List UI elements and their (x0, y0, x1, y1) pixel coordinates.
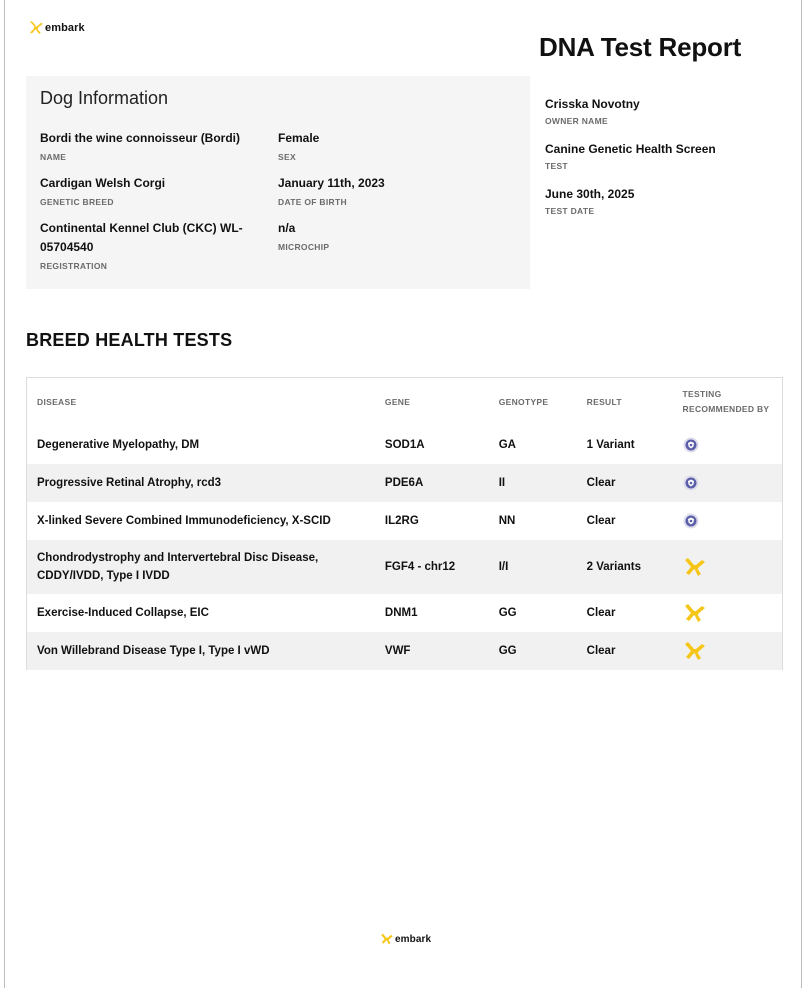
recommended-by-cell (673, 540, 783, 594)
genotype-cell: I/I (498, 561, 509, 573)
gene-cell: VWF (384, 645, 411, 657)
embark-footer-logo (380, 932, 431, 946)
shield-icon (683, 475, 699, 491)
result-cell: Clear (586, 477, 616, 489)
report-page (4, 0, 802, 988)
genotype-cell: II (498, 477, 506, 489)
health-tests-table (26, 377, 783, 670)
test-label: TEST (545, 161, 568, 171)
test-field (545, 141, 785, 186)
owner-information (545, 96, 785, 231)
embark-star-icon (380, 932, 394, 946)
table-row (27, 426, 783, 464)
dog-sex-label: SEX (278, 152, 296, 162)
disease-name: X-linked Severe Combined Immunodeficiency, X-SCID (37, 515, 331, 527)
dog-name-label: NAME (40, 152, 67, 162)
genotype-cell: GA (498, 439, 516, 451)
embark-star-icon (683, 640, 707, 662)
brand-name: embark (45, 22, 85, 34)
breed-health-tests-title: BREED HEALTH TESTS (26, 330, 233, 350)
genotype-cell: GG (498, 645, 517, 657)
gene-cell: SOD1A (384, 439, 425, 451)
recommended-by-cell (673, 426, 783, 464)
dog-breed-field (40, 174, 265, 207)
dog-microchip-field (278, 219, 518, 252)
embark-logo (28, 20, 85, 36)
table-row (27, 632, 783, 670)
dog-microchip-label: MICROCHIP (278, 242, 330, 252)
recommended-by-cell (673, 594, 783, 632)
dog-sex-field (278, 129, 518, 162)
recommended-by-cell (673, 502, 783, 540)
table-row (27, 540, 783, 594)
owner-name-value: Crisska Novotny (545, 97, 640, 111)
genotype-cell: GG (498, 607, 517, 619)
test-date-field (545, 186, 785, 231)
owner-name-field (545, 96, 785, 141)
dog-information-title: Dog Information (40, 88, 169, 108)
disease-name: Progressive Retinal Atrophy, rcd3 (37, 477, 222, 489)
table-row (27, 594, 783, 632)
gene-cell: IL2RG (384, 515, 419, 527)
dog-microchip-value: n/a (278, 221, 296, 235)
footer-brand-name: embark (395, 933, 432, 945)
shield-icon (683, 513, 699, 529)
disease-name-line1: Chondrodystrophy and Intervertebral Disc Disease, (37, 552, 319, 564)
result-cell: Clear (586, 645, 616, 657)
dog-name-value: Bordi the wine connoisseur (Bordi) (40, 131, 241, 145)
disease-name: Exercise-Induced Collapse, EIC (37, 607, 209, 619)
gene-cell: PDE6A (384, 477, 424, 489)
dog-dob-label: DATE OF BIRTH (278, 197, 347, 207)
embark-star-icon (683, 602, 707, 624)
disease-cell (27, 426, 375, 464)
testing-header-line1: TESTING (682, 389, 722, 399)
dog-breed-label: GENETIC BREED (40, 197, 114, 207)
test-value: Canine Genetic Health Screen (545, 142, 716, 156)
result-cell: 2 Variants (586, 561, 641, 573)
table-header-row (27, 378, 783, 427)
genotype-cell: NN (498, 515, 516, 527)
dog-dob-value: January 11th, 2023 (278, 176, 385, 190)
testing-recommended-by-header (673, 378, 783, 427)
dog-breed-value: Cardigan Welsh Corgi (40, 176, 166, 190)
testing-header-line2: RECOMMENDED BY (682, 404, 770, 414)
table-row (27, 502, 783, 540)
test-date-label: TEST DATE (545, 206, 595, 216)
recommended-by-cell (673, 464, 783, 502)
disease-cell (27, 464, 375, 502)
disease-cell (27, 632, 375, 670)
dog-registration-value-line1: Continental Kennel Club (CKC) WL- (40, 221, 243, 235)
dog-information-card (26, 76, 530, 289)
disease-name-line2: CDDY/IVDD, Type I IVDD (37, 570, 170, 582)
recommended-by-cell (673, 632, 783, 670)
dog-sex-value: Female (278, 131, 320, 145)
gene-column-header: GENE (375, 378, 489, 427)
shield-icon (683, 437, 699, 453)
dog-registration-label: REGISTRATION (40, 261, 108, 271)
dog-registration-field (40, 219, 265, 271)
owner-name-label: OWNER NAME (545, 116, 608, 126)
result-column-header: RESULT (577, 378, 673, 427)
gene-cell: DNM1 (384, 607, 418, 619)
gene-cell: FGF4 - chr12 (384, 561, 456, 573)
page-title: DNA Test Report (539, 32, 742, 62)
dog-name-field (40, 129, 265, 162)
disease-cell (27, 594, 375, 632)
dog-registration-value-line2: 05704540 (40, 240, 94, 254)
disease-cell (27, 540, 375, 594)
embark-star-icon (28, 20, 44, 36)
embark-star-icon (683, 556, 707, 578)
result-cell: Clear (586, 607, 616, 619)
dog-dob-field (278, 174, 518, 207)
result-cell: Clear (586, 515, 616, 527)
test-date-value: June 30th, 2025 (545, 187, 635, 201)
disease-name: Degenerative Myelopathy, DM (37, 439, 200, 451)
disease-name: Von Willebrand Disease Type I, Type I vWD (37, 645, 270, 657)
result-cell: 1 Variant (586, 439, 635, 451)
table-row (27, 464, 783, 502)
disease-column-header: DISEASE (27, 378, 375, 427)
disease-cell (27, 502, 375, 540)
genotype-column-header: GENOTYPE (489, 378, 577, 427)
